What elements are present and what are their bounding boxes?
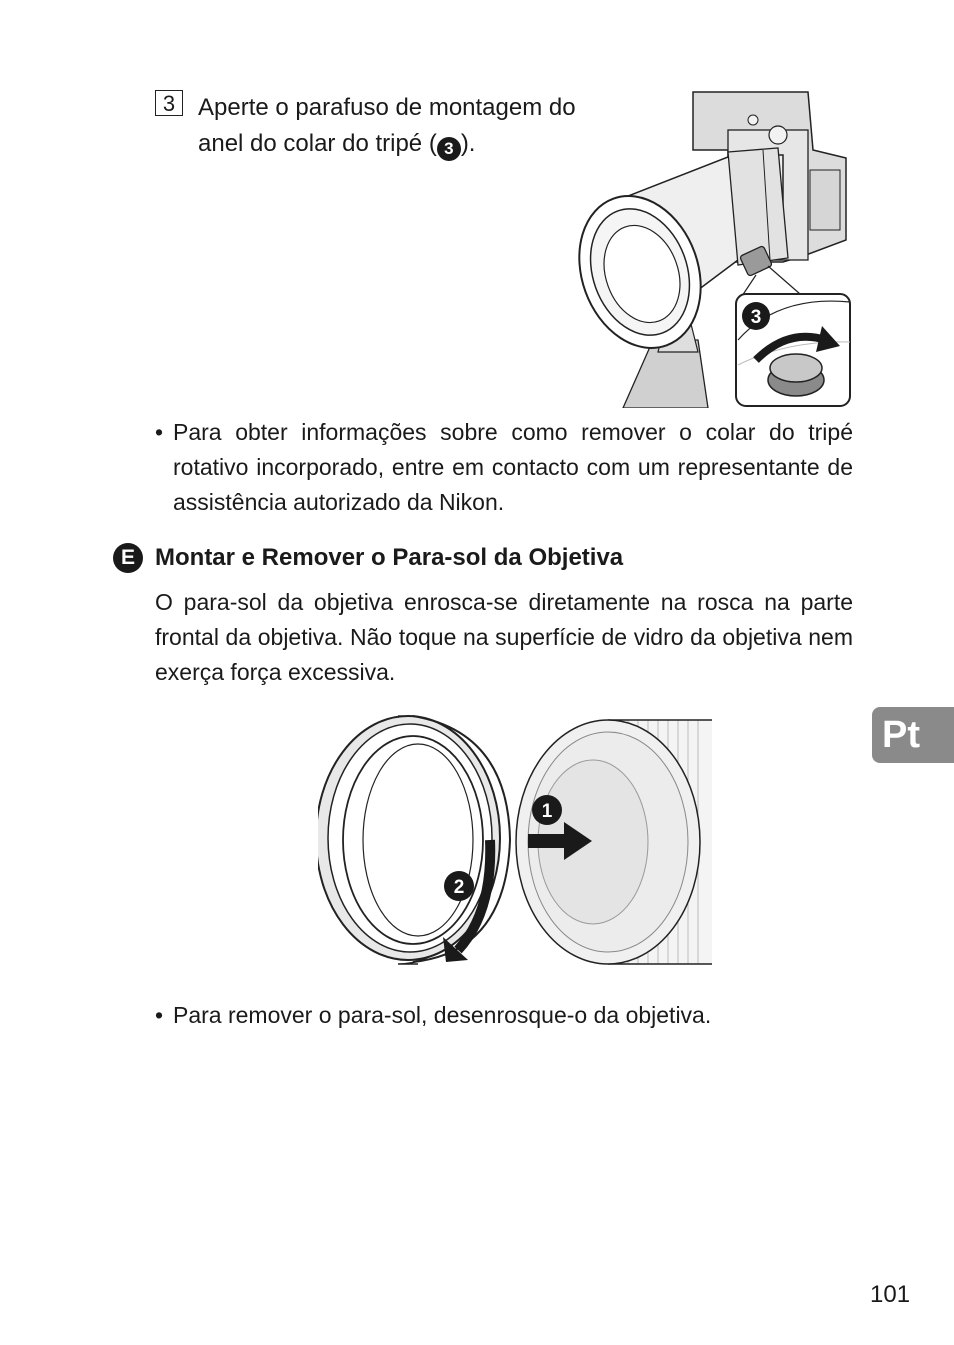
step-number-box: 3 — [155, 90, 183, 116]
bullet-dot: • — [155, 1002, 164, 1028]
section-title: Montar e Remover o Para-sol da Objetiva — [155, 544, 624, 571]
step-text-before: Aperte o parafuso de montagem do anel do colar do tripé ( — [198, 94, 576, 157]
section-e-icon: E — [113, 543, 143, 573]
lens-hood-illustration — [318, 712, 712, 968]
step-text-after: ). — [460, 130, 476, 157]
language-tab: Pt — [872, 707, 954, 763]
bullet-item — [155, 415, 853, 520]
section-heading — [113, 541, 853, 577]
bullet-item — [155, 998, 853, 1033]
callout-3-icon: 3 — [437, 137, 461, 161]
callout-3-icon: 3 — [750, 307, 762, 328]
bullet-dot: • — [155, 419, 164, 445]
section-paragraph: O para-sol da objetiva enrosca-se diretamente na rosca na parte frontal da objetiva. Não toque na superfície de vidro da objetiva nem exerça força excessiva. — [155, 589, 853, 685]
tripod-collar-illustration — [578, 90, 854, 408]
bullet-text: Para remover o para-sol, desenrosque-o da objetiva. — [173, 1002, 712, 1028]
callout-2-icon: 2 — [453, 877, 465, 898]
bullet-text: Para obter informações sobre como remover o colar do tripé rotativo incorporado, entre em contacto com um representante de assistência autorizado da Nikon. — [173, 419, 853, 515]
callout-1-icon: 1 — [541, 801, 553, 822]
page-number: 101 — [870, 1281, 911, 1308]
step-instruction — [198, 90, 578, 162]
